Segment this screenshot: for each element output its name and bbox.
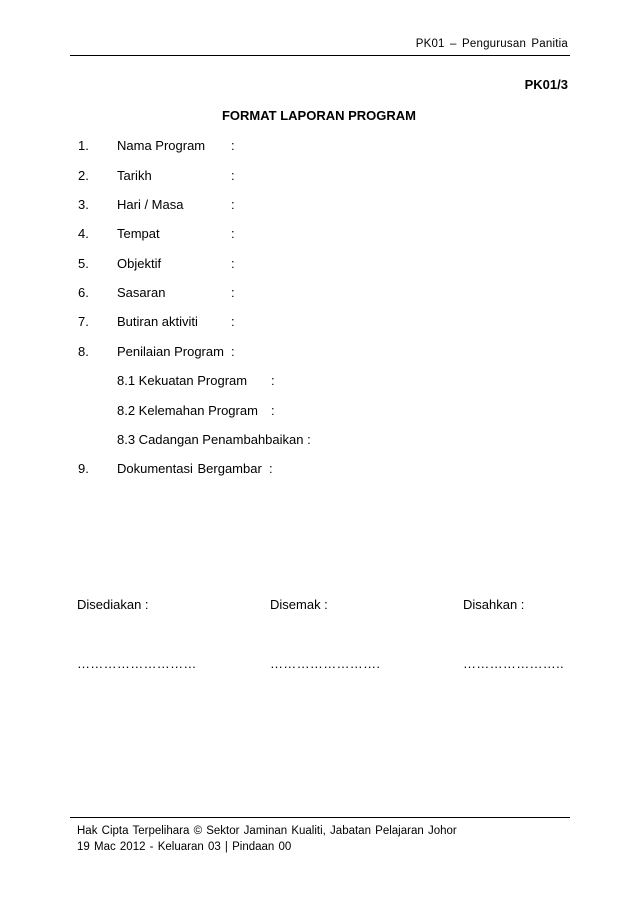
footer-copyright: Hak Cipta Terpelihara © Sektor Jaminan Kualiti, Jabatan Pelajaran Johor [77, 825, 457, 837]
subitem-colon: : [271, 373, 275, 388]
item-number: 1. [78, 138, 89, 153]
item-label-tempat: Tempat [117, 226, 160, 241]
item-number: 4. [78, 226, 89, 241]
sig-label-disediakan: Disediakan : [77, 597, 149, 612]
form-code: PK01/3 [524, 77, 568, 92]
item-label-dokumentasi-bergambar: Dokumentasi Bergambar [117, 461, 262, 476]
item-number: 8. [78, 344, 89, 359]
item-colon: : [269, 461, 273, 476]
item-label-objektif: Objektif [117, 256, 162, 271]
running-header: PK01 – Pengurusan Panitia [415, 38, 568, 50]
subitem-cadangan-penambahbaikan: 8.3 Cadangan Penambahbaikan : [117, 432, 311, 447]
subitem-kelemahan-program: 8.2 Kelemahan Program [117, 403, 258, 418]
item-number: 6. [78, 285, 89, 300]
item-number: 3. [78, 197, 89, 212]
document-title: FORMAT LAPORAN PROGRAM [221, 108, 417, 123]
header-rule [70, 55, 570, 56]
item-number: 9. [78, 461, 89, 476]
subitem-kekuatan-program: 8.1 Kekuatan Program [117, 373, 248, 388]
item-colon: : [231, 226, 235, 241]
sig-line-disemak: ……………………. [270, 656, 381, 671]
item-colon: : [231, 285, 235, 300]
item-label-tarikh: Tarikh [117, 168, 152, 183]
item-label-butiran-aktiviti: Butiran aktiviti [117, 314, 198, 329]
sig-line-disediakan: ……………………… [77, 656, 197, 671]
item-colon: : [231, 314, 235, 329]
sig-label-disahkan: Disahkan : [463, 597, 525, 612]
item-label-sasaran: Sasaran [117, 285, 166, 300]
sig-line-disahkan: ………………….. [463, 656, 564, 671]
subitem-colon: : [271, 403, 275, 418]
item-colon: : [231, 138, 235, 153]
item-colon: : [231, 197, 235, 212]
footer-rule [70, 817, 570, 818]
item-label-hari-masa: Hari / Masa [117, 197, 184, 212]
item-colon: : [231, 168, 235, 183]
item-number: 2. [78, 168, 89, 183]
sig-label-disemak: Disemak : [270, 597, 328, 612]
item-colon: : [231, 256, 235, 271]
item-label-nama-program: Nama Program [117, 138, 206, 153]
item-number: 7. [78, 314, 89, 329]
item-label-penilaian-program: Penilaian Program [117, 344, 224, 359]
footer-revision: 19 Mac 2012 - Keluaran 03 | Pindaan 00 [77, 841, 292, 853]
item-colon: : [231, 344, 235, 359]
item-number: 5. [78, 256, 89, 271]
